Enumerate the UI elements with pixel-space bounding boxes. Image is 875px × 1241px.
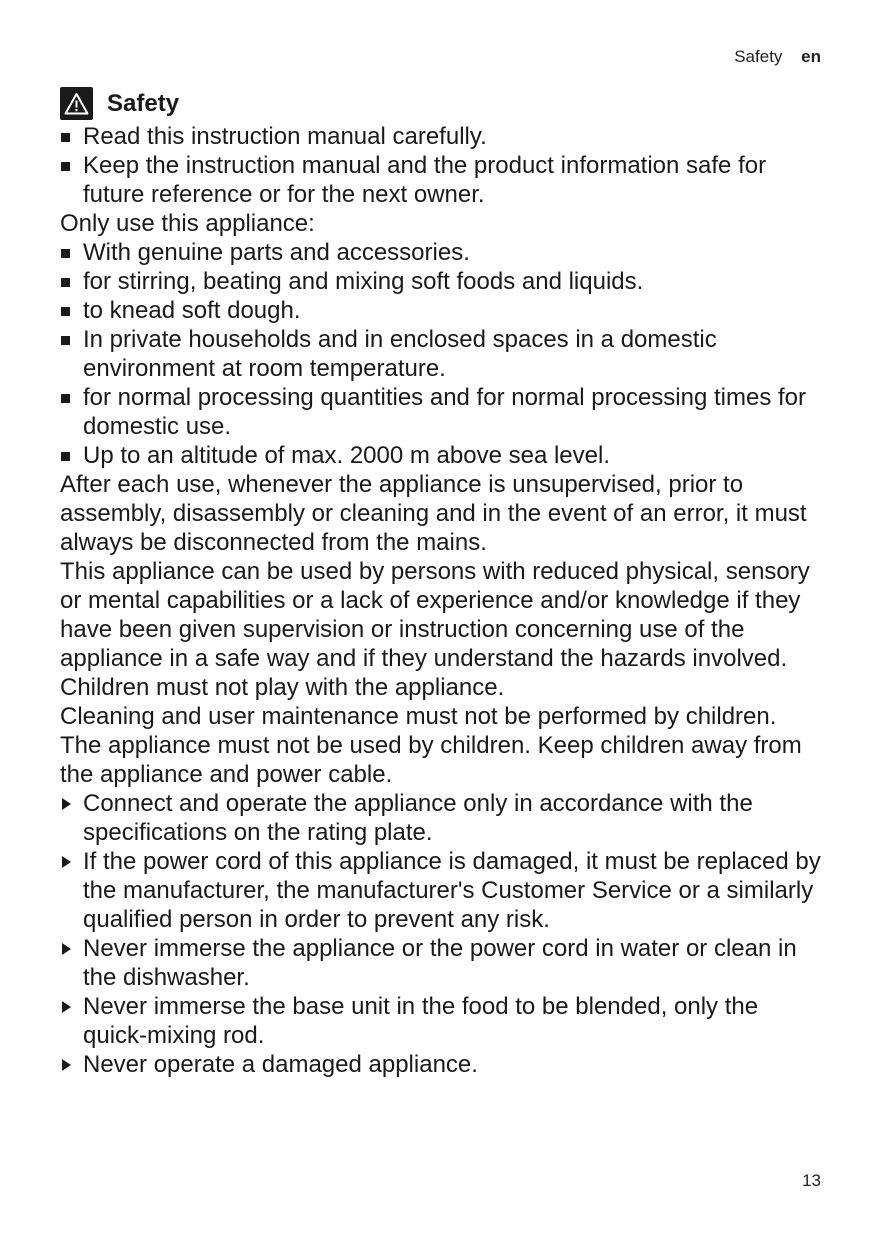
- list-item: for stirring, beating and mixing soft foods and liquids.: [60, 267, 825, 296]
- list-item: Keep the instruction manual and the product information safe for future reference or for the next owner.: [60, 151, 825, 209]
- paragraph-children-use: The appliance must not be used by children. Keep children away from the appliance and power cable.: [60, 732, 802, 788]
- instruction-item: Never immerse the appliance or the power cord in water or clean in the dishwasher.: [60, 934, 825, 992]
- use-intro: Only use this appliance:: [60, 210, 315, 237]
- section-heading: [60, 84, 825, 122]
- paragraph-disconnect: After each use, whenever the appliance is unsupervised, prior to assembly, disassembly or cleaning and in the event of an error, it must always be disconnected from the mains.: [60, 471, 807, 556]
- list-item: for normal processing quantities and for normal processing times for domestic use.: [60, 383, 825, 441]
- paragraph-capabilities: This appliance can be used by persons with reduced physical, sensory or mental capabilities or a lack of experience and/or knowledge if they have been given supervision or instruction concerning use of the appliance in a safe way and if they understand the hazards involved.: [60, 558, 810, 672]
- page-number: 13: [802, 1171, 821, 1190]
- list-item: In private households and in enclosed spaces in a domestic environment at room temperature.: [60, 325, 825, 383]
- warning-icon: [60, 87, 93, 120]
- instruction-item: Connect and operate the appliance only in accordance with the specifications on the rating plate.: [60, 789, 825, 847]
- instruction-item: Never operate a damaged appliance.: [60, 1050, 825, 1079]
- use-list: [60, 238, 825, 470]
- list-item: Up to an altitude of max. 2000 m above sea level.: [60, 441, 825, 470]
- list-item: Read this instruction manual carefully.: [60, 122, 825, 151]
- running-header: [734, 47, 821, 67]
- header-section: Safety: [734, 47, 783, 66]
- instruction-list: [60, 789, 825, 1079]
- instruction-item: If the power cord of this appliance is damaged, it must be replaced by the manufacturer, the manufacturer's Customer Service or a similarly qualified person in order to prevent any risk.: [60, 847, 825, 934]
- list-item: to knead soft dough.: [60, 296, 825, 325]
- list-item: With genuine parts and accessories.: [60, 238, 825, 267]
- instruction-item: Never immerse the base unit in the food to be blended, only the quick-mixing rod.: [60, 992, 825, 1050]
- paragraph-children-play: Children must not play with the appliance.: [60, 674, 505, 701]
- intro-list: [60, 122, 825, 209]
- page-title: Safety: [107, 89, 180, 117]
- paragraph-cleaning: Cleaning and user maintenance must not be performed by children.: [60, 703, 777, 730]
- header-language: en: [801, 47, 821, 66]
- page-content: [60, 84, 825, 1079]
